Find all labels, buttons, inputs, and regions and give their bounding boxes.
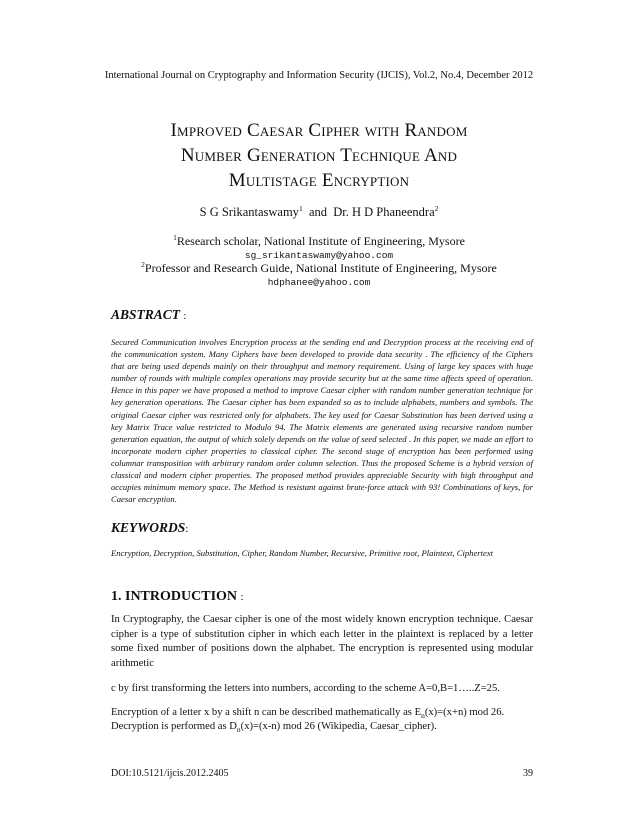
author-name: Dr. H D Phaneendra bbox=[333, 205, 435, 219]
affiliation-text: Professor and Research Guide, National Institute of Engineering, Mysore bbox=[144, 261, 497, 275]
intro-paragraph: In Cryptography, the Caesar cipher is one of the most widely known encryption technique. Caesar cipher is a type of substitution cipher in which each letter in the plaintext is replaced by a letter some fixed number of positions down the alphabet. The encryption is represented using modular arithmetic bbox=[111, 614, 533, 669]
heading-colon: : bbox=[183, 310, 187, 322]
intro-paragraph bbox=[111, 720, 533, 735]
equation-text: Decryption is performed as D bbox=[111, 721, 237, 732]
abstract-heading bbox=[111, 307, 186, 323]
equation-text: (x)=(x+n) mod 26. bbox=[424, 707, 505, 718]
equation-subscript: n bbox=[236, 725, 241, 735]
page-number: 39 bbox=[523, 768, 533, 779]
author-email: sg_srikantaswamy@yahoo.com bbox=[244, 250, 394, 261]
affiliation bbox=[0, 234, 638, 248]
intro-paragraph bbox=[111, 706, 533, 721]
affiliation-mark: 1 bbox=[173, 233, 177, 242]
title-line: Multistage Encryption bbox=[228, 170, 410, 191]
equation-text: Encryption of a letter x by a shift n can be described mathematically as E bbox=[111, 707, 422, 718]
title-line: Improved Caesar Cipher with Random bbox=[170, 120, 468, 141]
equation-text: (x)=(x-n) mod 26 (Wikipedia, Caesar_cipher). bbox=[240, 721, 437, 732]
intro-paragraph: c by first transforming the letters into numbers, according to the scheme A=0,B=1…..Z=25. bbox=[111, 683, 500, 694]
paper-title bbox=[60, 118, 578, 193]
author-line bbox=[0, 205, 638, 220]
affiliation-mark: 2 bbox=[434, 203, 439, 213]
title-line: Number Generation Technique And bbox=[180, 145, 458, 166]
abstract-heading-text: ABSTRACT bbox=[111, 307, 181, 322]
abstract-text: Secured Communication involves Encryption process at the sending end and Decryption process at the receiving end of the communication system. Many Ciphers have been developed to provide data security . The efficiency of the Ciphers that are being used depends mainly on their throughput and memory requirement. Using of large key spaces with huge number of rounds with multiple complex operations may provide security but at the same time affects speed of operation. Hence in this paper we have proposed a method to improve Caesar cipher with random number generation technique for key generation operations. The Caesar cipher has been expanded so as to include alphabets, numbers and symbols. The original Caesar cipher was restricted only for alphabets. The key used for Caesar Substitution has been derived using a key Matrix Trace value restricted to Modulo 94. The Matrix elements are generated using recursive random number generation equation, the output of which solely depends on the value of seed selected . In this paper, we made an effort to incorporate modern cipher properties to classical cipher. The second stage of encryption has been performed using columnar transposition with arbitrary random order column selection. Thus the proposed Scheme is a hybrid version of classical and modern cipher properties. The proposed method provides appreciable Security with high throughput and occupies minimum memory space. The Method is resistant against brute-force attack with 93! Combinations of keys, for Caesar encryption. bbox=[111, 337, 533, 505]
affiliation-mark: 2 bbox=[141, 260, 145, 269]
affiliation-mark: 1 bbox=[298, 203, 303, 213]
affiliation bbox=[0, 261, 638, 275]
heading-colon: : bbox=[240, 591, 244, 603]
keywords-text: Encryption, Decryption, Substitution, Cipher, Random Number, Recursive, Primitive root, Plaintext, Ciphertext bbox=[111, 548, 494, 558]
equation-subscript: n bbox=[421, 711, 425, 721]
doi-footer: DOI:10.5121/ijcis.2012.2405 bbox=[111, 768, 229, 779]
introduction-heading bbox=[111, 589, 244, 605]
author-email: hdphanee@yahoo.com bbox=[267, 277, 371, 288]
keywords-heading bbox=[111, 520, 188, 536]
affiliation-text: Research scholar, National Institute of Engineering, Mysore bbox=[176, 234, 465, 248]
introduction-heading-text: 1. INTRODUCTION bbox=[111, 589, 238, 604]
author-name: S G Srikantaswamy bbox=[199, 205, 299, 219]
heading-colon: : bbox=[185, 523, 189, 535]
author-separator: and bbox=[308, 205, 327, 219]
keywords-heading-text: KEYWORDS bbox=[111, 520, 186, 535]
running-header: International Journal on Cryptography and Information Security (IJCIS), Vol.2, No.4, December 2012 bbox=[104, 70, 534, 81]
